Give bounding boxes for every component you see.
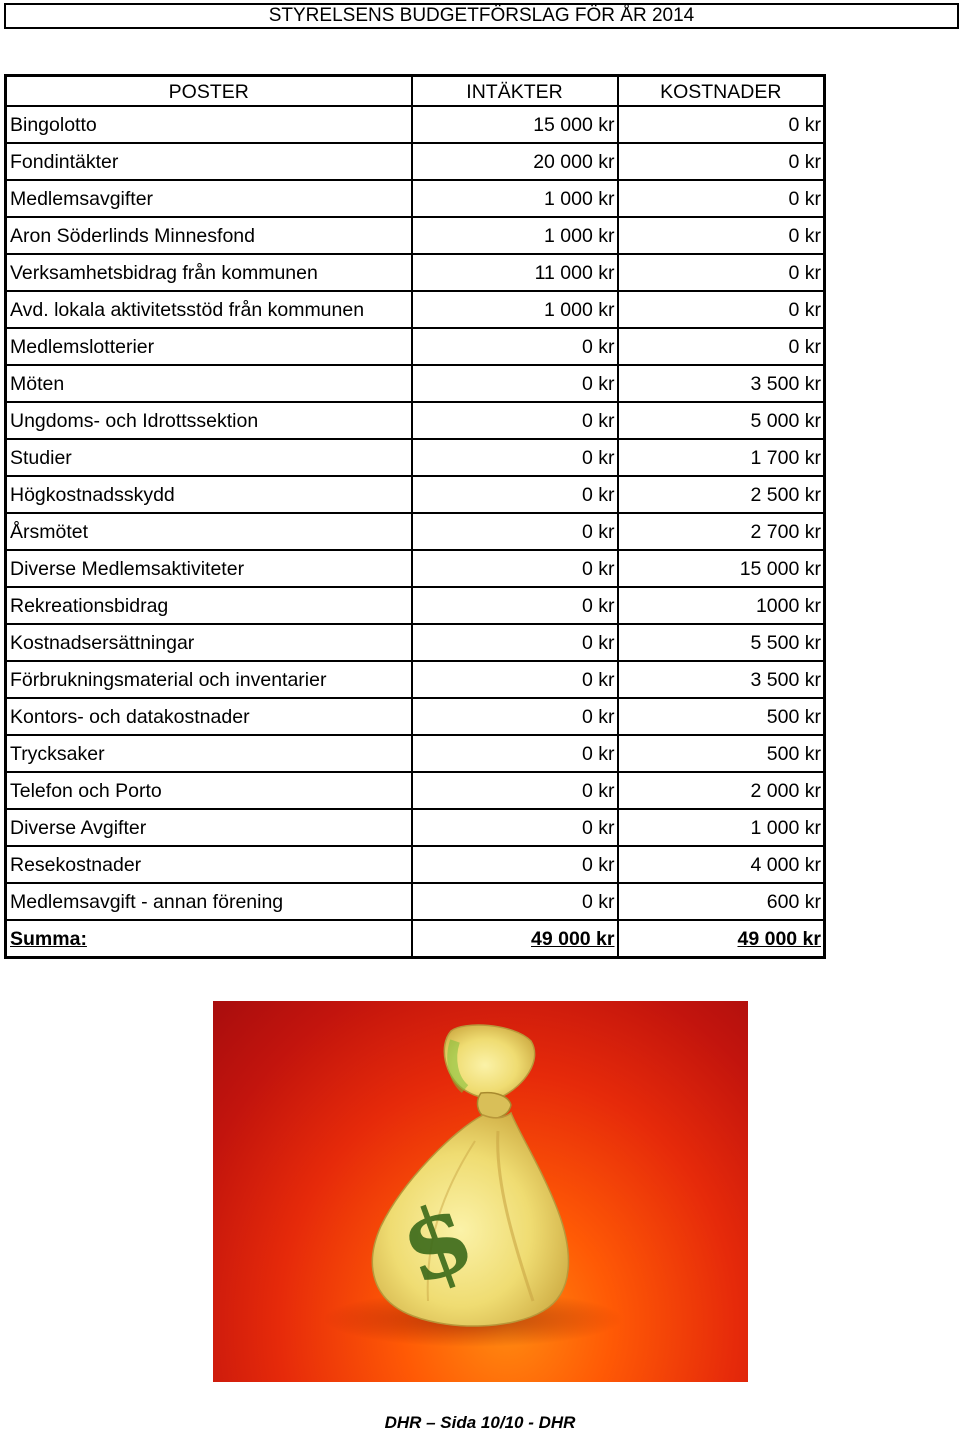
row-kostnader: 0 kr <box>618 106 825 143</box>
table-row <box>6 217 825 254</box>
row-label: Kostnadsersättningar <box>6 624 412 661</box>
total-kostnader: 49 000 kr <box>618 920 825 958</box>
table-row <box>6 328 825 365</box>
total-row <box>6 920 825 958</box>
row-kostnader: 500 kr <box>618 735 825 772</box>
table-row <box>6 624 825 661</box>
money-bag-image <box>213 1001 748 1382</box>
page-title: STYRELSENS BUDGETFÖRSLAG FÖR ÅR 2014 <box>4 3 959 29</box>
row-label: Medlemsavgifter <box>6 180 412 217</box>
table-row <box>6 772 825 809</box>
row-kostnader: 15 000 kr <box>618 550 825 587</box>
row-intakter: 0 kr <box>412 550 618 587</box>
row-kostnader: 0 kr <box>618 254 825 291</box>
row-kostnader: 1000 kr <box>618 587 825 624</box>
row-label: Bingolotto <box>6 106 412 143</box>
table-row <box>6 809 825 846</box>
table-row <box>6 106 825 143</box>
row-intakter: 15 000 kr <box>412 106 618 143</box>
table-row <box>6 513 825 550</box>
row-kostnader: 0 kr <box>618 328 825 365</box>
row-label: Avd. lokala aktivitetsstöd från kommunen <box>6 291 412 328</box>
row-label: Ungdoms- och Idrottssektion <box>6 402 412 439</box>
row-intakter: 0 kr <box>412 883 618 920</box>
row-intakter: 0 kr <box>412 846 618 883</box>
row-intakter: 0 kr <box>412 624 618 661</box>
money-bag-illustration <box>213 1001 748 1382</box>
row-intakter: 0 kr <box>412 513 618 550</box>
table-row <box>6 698 825 735</box>
table-row <box>6 143 825 180</box>
row-label: Högkostnadsskydd <box>6 476 412 513</box>
row-label: Medlemslotterier <box>6 328 412 365</box>
table-row <box>6 476 825 513</box>
page-footer: DHR – Sida 10/10 - DHR <box>384 1413 576 1432</box>
row-label: Diverse Avgifter <box>6 809 412 846</box>
row-intakter: 0 kr <box>412 365 618 402</box>
row-kostnader: 3 500 kr <box>618 365 825 402</box>
row-label: Möten <box>6 365 412 402</box>
row-label: Diverse Medlemsaktiviteter <box>6 550 412 587</box>
row-kostnader: 0 kr <box>618 217 825 254</box>
table-row <box>6 587 825 624</box>
table-row <box>6 883 825 920</box>
row-intakter: 0 kr <box>412 772 618 809</box>
row-kostnader: 0 kr <box>618 291 825 328</box>
row-label: Medlemsavgift - annan förening <box>6 883 412 920</box>
row-intakter: 0 kr <box>412 587 618 624</box>
row-intakter: 0 kr <box>412 439 618 476</box>
row-intakter: 20 000 kr <box>412 143 618 180</box>
total-label: Summa: <box>6 920 412 958</box>
table-row <box>6 661 825 698</box>
row-label: Telefon och Porto <box>6 772 412 809</box>
row-intakter: 0 kr <box>412 735 618 772</box>
row-kostnader: 5 000 kr <box>618 402 825 439</box>
row-label: Trycksaker <box>6 735 412 772</box>
row-label: Årsmötet <box>6 513 412 550</box>
row-intakter: 0 kr <box>412 328 618 365</box>
row-kostnader: 0 kr <box>618 143 825 180</box>
row-label: Fondintäkter <box>6 143 412 180</box>
row-kostnader: 500 kr <box>618 698 825 735</box>
row-label: Aron Söderlinds Minnesfond <box>6 217 412 254</box>
row-label: Verksamhetsbidrag från kommunen <box>6 254 412 291</box>
table-row <box>6 291 825 328</box>
row-kostnader: 600 kr <box>618 883 825 920</box>
row-intakter: 1 000 kr <box>412 217 618 254</box>
row-kostnader: 3 500 kr <box>618 661 825 698</box>
row-label: Studier <box>6 439 412 476</box>
table-row <box>6 550 825 587</box>
table-row <box>6 735 825 772</box>
table-row <box>6 254 825 291</box>
row-kostnader: 2 500 kr <box>618 476 825 513</box>
row-kostnader: 5 500 kr <box>618 624 825 661</box>
row-intakter: 0 kr <box>412 809 618 846</box>
row-intakter: 0 kr <box>412 476 618 513</box>
row-intakter: 0 kr <box>412 698 618 735</box>
column-header-poster: POSTER <box>6 76 412 107</box>
row-intakter: 11 000 kr <box>412 254 618 291</box>
budget-table-body <box>6 106 825 958</box>
table-row <box>6 439 825 476</box>
table-row <box>6 846 825 883</box>
total-intakter: 49 000 kr <box>412 920 618 958</box>
row-kostnader: 4 000 kr <box>618 846 825 883</box>
table-row <box>6 365 825 402</box>
column-header-kostnader: KOSTNADER <box>618 76 825 107</box>
row-kostnader: 2 700 kr <box>618 513 825 550</box>
budget-table <box>4 74 826 959</box>
row-kostnader: 2 000 kr <box>618 772 825 809</box>
svg-text:$: $ <box>386 1178 488 1308</box>
row-intakter: 0 kr <box>412 661 618 698</box>
row-kostnader: 1 700 kr <box>618 439 825 476</box>
row-intakter: 0 kr <box>412 402 618 439</box>
row-kostnader: 1 000 kr <box>618 809 825 846</box>
row-kostnader: 0 kr <box>618 180 825 217</box>
row-label: Kontors- och datakostnader <box>6 698 412 735</box>
row-label: Resekostnader <box>6 846 412 883</box>
table-header-row <box>6 76 825 107</box>
table-row <box>6 180 825 217</box>
row-intakter: 1 000 kr <box>412 291 618 328</box>
table-row <box>6 402 825 439</box>
row-label: Rekreationsbidrag <box>6 587 412 624</box>
row-intakter: 1 000 kr <box>412 180 618 217</box>
row-label: Förbrukningsmaterial och inventarier <box>6 661 412 698</box>
column-header-intakter: INTÄKTER <box>412 76 618 107</box>
